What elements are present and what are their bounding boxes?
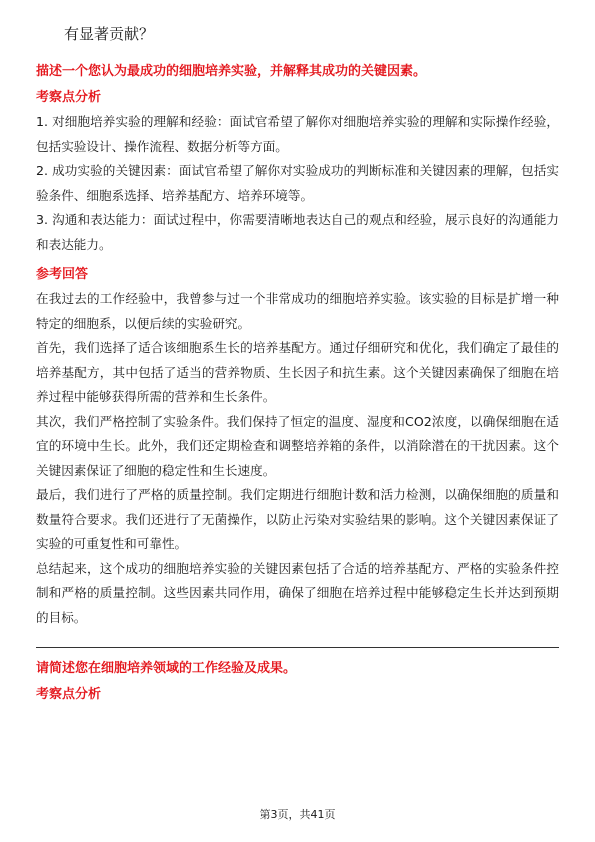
q1-answer-paragraph-4: 最后，我们进行了严格的质量控制。我们定期进行细胞计数和活力检测，以确保细胞的质量和数量符合要求。我们还进行了无菌操作，以防止污染对实验结果的影响。这个关键因素保证了实验的可重复性和可靠性。 [36,487,559,551]
question-2: 请简述您在细胞培养领域的工作经验及成果。 [36,661,297,676]
section-divider [36,647,559,648]
document-content [36,62,559,707]
question-1: 描述一个您认为最成功的细胞培养实验，并解释其成功的关键因素。 [36,64,427,79]
q1-analysis-point-1: 1. 对细胞培养实验的理解和经验：面试官希望了解你对细胞培养实验的理解和实际操作经验，包括实验设计、操作流程、数据分析等方面。 [36,114,559,154]
q2-analysis-title: 考察点分析 [36,687,102,702]
spacer [36,257,559,265]
q1-answer-paragraph-3: 其次，我们严格控制了实验条件。我们保持了恒定的温度、湿度和CO2浓度，以确保细胞在适宜的环境中生长。此外，我们还定期检查和调整培养箱的条件，以消除潜在的干扰因素。这个关键因素保证了细胞的稳定性和生长速度。 [36,413,559,478]
q1-answer-paragraph-1: 在我过去的工作经验中，我曾参与过一个非常成功的细胞培养实验。该实验的目标是扩增一种特定的细胞系，以便后续的实验研究。 [36,291,559,331]
page-footer: 第3页，共41页 [259,808,336,821]
q1-analysis-point-2: 2. 成功实验的关键因素：面试官希望了解你对实验成功的判断标准和关键因素的理解，包括实验条件、细胞系选择、培养基配方、培养环境等。 [36,163,559,203]
q1-analysis-title: 考察点分析 [36,90,102,105]
q1-analysis-point-3: 3. 沟通和表达能力：面试过程中，你需要清晰地表达自己的观点和经验，展示良好的沟通能力和表达能力。 [36,212,559,252]
q1-answer-title: 参考回答 [36,267,89,282]
continued-text: 有显著贡献？ [64,25,155,43]
q1-answer-paragraph-5: 总结起来，这个成功的细胞培养实验的关键因素包括了合适的培养基配方、严格的实验条件控制和严格的质量控制。这些因素共同作用，确保了细胞在培养过程中能够稳定生长并达到预期的目标。 [36,560,559,625]
q1-answer-paragraph-2: 首先，我们选择了适合该细胞系生长的培养基配方。通过仔细研究和优化，我们确定了最佳的培养基配方，其中包括了适当的营养物质、生长因子和抗生素。这个关键因素确保了细胞在培养过程中能够获得所需的营养和生长条件。 [36,340,559,404]
